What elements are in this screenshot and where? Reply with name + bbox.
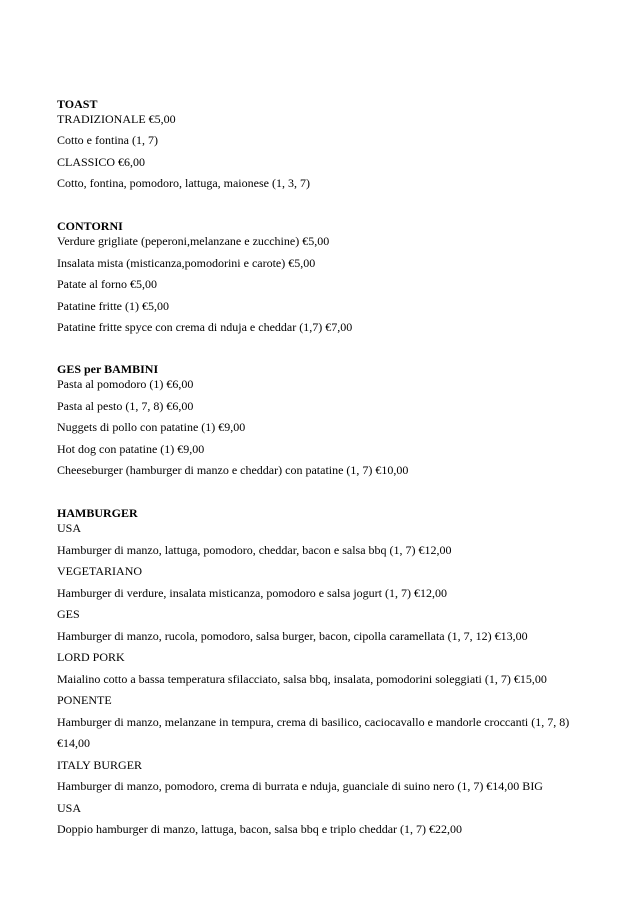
section-bambini <box>57 362 617 477</box>
menu-item-description: Cotto, fontina, pomodoro, lattuga, maionese (1, 3, 7) <box>57 176 310 190</box>
menu-item: Patatine fritte spyce con crema di nduja e cheddar (1,7) €7,00 <box>57 320 353 334</box>
menu-item: Patatine fritte (1) €5,00 <box>57 299 169 313</box>
section-title-bambini: GES per BAMBINI <box>57 362 159 376</box>
section-title-contorni: CONTORNI <box>57 219 123 233</box>
menu-item: Pasta al pomodoro (1) €6,00 <box>57 377 194 391</box>
menu-item-name: PONENTE <box>57 693 112 707</box>
menu-item: Patate al forno €5,00 <box>57 277 157 291</box>
menu-item-name: USA <box>57 521 82 535</box>
menu-item-name: CLASSICO €6,00 <box>57 155 146 169</box>
menu-item-description: Cotto e fontina (1, 7) <box>57 133 158 147</box>
menu-item-name: GES <box>57 607 80 621</box>
menu-item: Insalata mista (misticanza,pomodorini e carote) €5,00 <box>57 256 316 270</box>
menu-item-description: Doppio hamburger di manzo, lattuga, bacon, salsa bbq e triplo cheddar (1, 7) €22,00 <box>57 822 463 836</box>
menu-item-name: USA <box>57 801 82 815</box>
menu-item-description: Hamburger di manzo, pomodoro, crema di burrata e nduja, guanciale di suino nero (1, 7) €14,00 BIG <box>57 779 543 793</box>
section-toast <box>57 97 617 190</box>
section-contorni <box>57 219 617 334</box>
menu-item-description: Hamburger di verdure, insalata misticanza, pomodoro e salsa jogurt (1, 7) €12,00 <box>57 586 448 600</box>
menu-item-description: Hamburger di manzo, rucola, pomodoro, salsa burger, bacon, cipolla caramellata (1, 7, 12) €13,00 <box>57 629 528 643</box>
menu-item-name: ITALY BURGER <box>57 758 143 772</box>
menu-item-description: Hamburger di manzo, melanzane in tempura, crema di basilico, caciocavallo e mandorle croccanti (1, 7, 8) <box>57 715 570 729</box>
menu-item-description: Maialino cotto a bassa temperatura sfilacciato, salsa bbq, insalata, pomodorini soleggiati (1, 7) €15,00 <box>57 672 547 686</box>
menu-item: Cheeseburger (hamburger di manzo e cheddar) con patatine (1, 7) €10,00 <box>57 463 409 477</box>
menu-item-name: LORD PORK <box>57 650 125 664</box>
menu-item: Verdure grigliate (peperoni,melanzane e zucchine) €5,00 <box>57 234 330 248</box>
menu-item: Nuggets di pollo con patatine (1) €9,00 <box>57 420 246 434</box>
menu-item-name: VEGETARIANO <box>57 564 143 578</box>
menu-item-description: Hamburger di manzo, lattuga, pomodoro, cheddar, bacon e salsa bbq (1, 7) €12,00 <box>57 543 452 557</box>
menu-item-price: €14,00 <box>57 736 90 750</box>
section-title-toast: TOAST <box>57 97 98 111</box>
menu-item: Hot dog con patatine (1) €9,00 <box>57 442 205 456</box>
menu-item-name: TRADIZIONALE €5,00 <box>57 112 176 126</box>
menu-item: Pasta al pesto (1, 7, 8) €6,00 <box>57 399 194 413</box>
section-hamburger <box>57 506 617 836</box>
section-title-hamburger: HAMBURGER <box>57 506 138 520</box>
